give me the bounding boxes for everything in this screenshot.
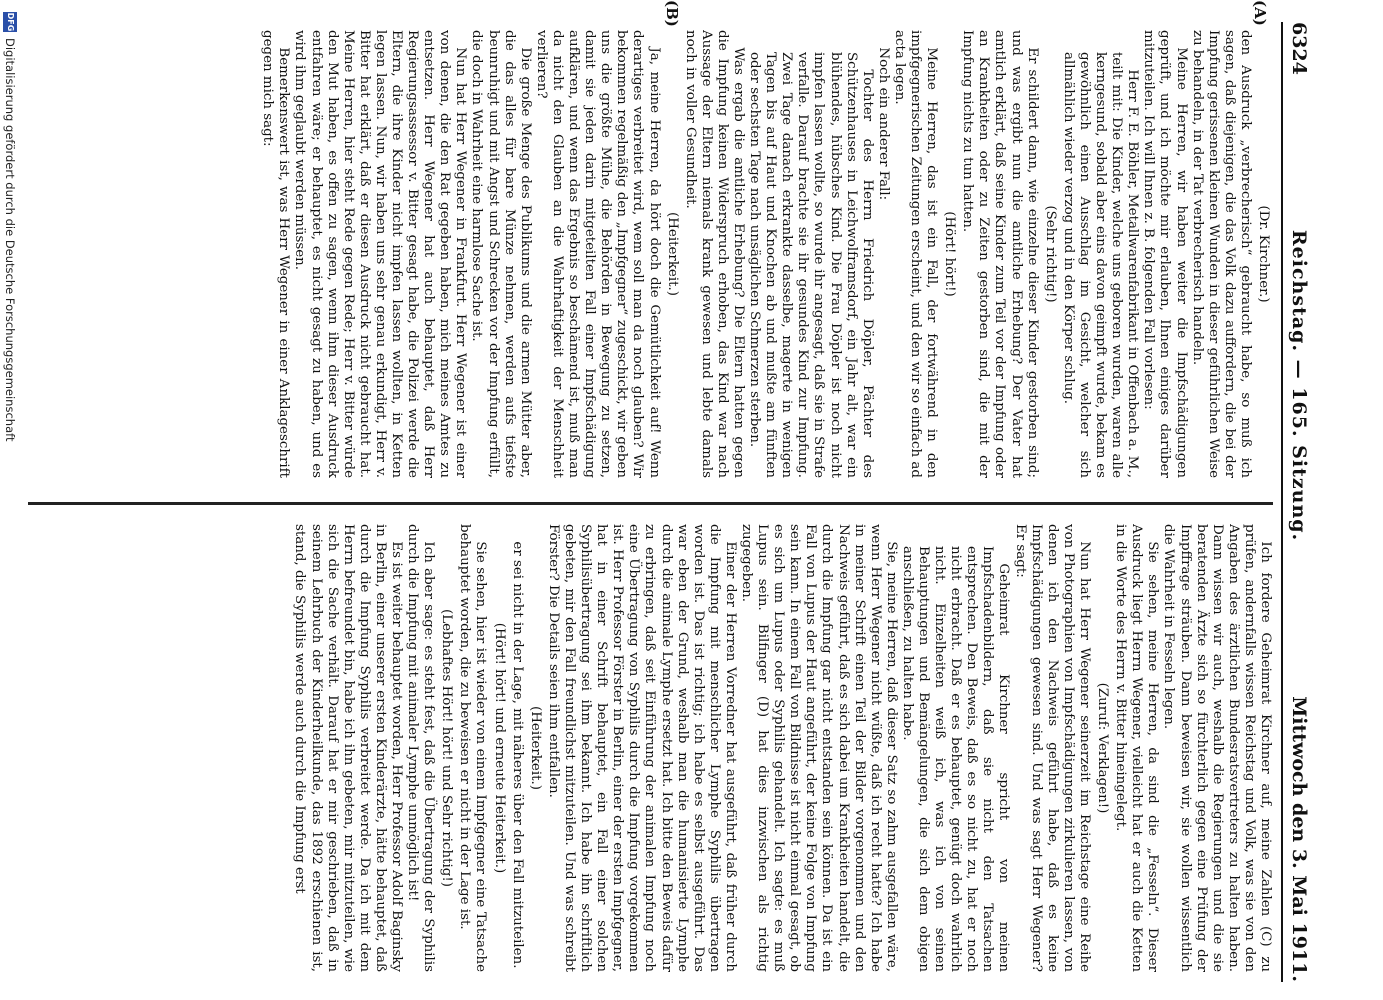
- margin-letter-a: (A): [1251, 0, 1269, 26]
- paragraph: Es ist weiter behauptet worden, Herr Professor Adolf Baginsky in Berlin, einer unserer ersten Kinderärzte, hätte behauptet, daß durch die Impfung Syphilis verbreitet werde. Da ich mit dem Herrn befreundet bin, habe ich ihn gebeten, mir mitzuteilen, wie sich die Sache verhält. Darauf hat er mir geschrieben, daß in seinem Lehrbuch der Kinderheilkunde, das 1892 erschienen ist, stand, die Syphilis werde auch durch die Impfung erst: [292, 524, 405, 972]
- paragraph: Die große Menge des Publikums und die armen Mütter aber, die das alles für bare Münze nehmen, werden aufs tiefste beunruhigt und mit Angst und Schrecken vor der Impfung erfüllt, die doch in Wahrheit eine harmlose Sache ist.: [469, 30, 533, 478]
- digitization-credit: [1, 0, 21, 1000]
- left-column: [28, 30, 1273, 478]
- right-column: [28, 524, 1273, 972]
- block-quote: [746, 30, 875, 478]
- dfg-logo: DFG: [3, 12, 17, 32]
- paragraph: Bemerkenswert ist, was Herr Wegener in einer Anklageschrift gegen mich sagt:: [260, 30, 292, 478]
- paragraph: Ich aber sage: es steht fest, daß die Übertragung der Syphilis durch die Impfung mit animaler Lymphe unmöglich ist!: [405, 524, 437, 972]
- margin-letter-b: (B): [663, 0, 681, 27]
- paragraph: Meine Herren, wir haben weiter die Impfschädigungen geprüft, und ich möchte mir erlauben, Ihnen einiges darüber mitzuteilen. Ich will Ihnen z. B. folgenden Fall vorlesen:: [1141, 30, 1189, 478]
- newspaper-page: [21, 0, 1321, 982]
- paragraph: Einer der Herren Vorredner hat ausgeführt, daß früher durch die Impfung mit menschlicher Lymphe Syphilis übertragen worden ist. Das ist richtig; ich habe es selbst ausgeführt. Das war eben der Grund, weshalb man die humanisierte Lymphe durch die animale Lymphe ersetzt hat. Ich bitte den Beweis dafür zu erbringen, daß seit Einführung der animalen Impfung noch eine Übertragung von Syphilis durch die Impfung vorgekommen ist. Herr Professor Förster in Berlin, einer der ersten Impfgegner, hat in einer Schrift behauptet, ein Fall einer solchen Syphilisübertragung sei ihm bekannt. Ich habe ihn schriftlich gebeten, mir den Fall freundlichst mitzuteilen. Und was schreibt Förster? Die Details seien ihm entfallen.: [545, 524, 738, 972]
- interjection: (Sehr richtig!): [1042, 205, 1058, 303]
- left-column-body: [259, 30, 1253, 478]
- block-quote: [1060, 30, 1140, 478]
- interjection: (Zuruf: Verklagen!): [1095, 682, 1111, 814]
- quoted-paragraph: Geheimrat Kirchner spricht von meinen Impfschadenbildern, daß sie nicht den Tatsachen entsprechen. Den Beweis, daß es so nicht zu, hat er noch nicht erbracht. Daß er es behauptet, genügt doch wahrlich nicht. Einzelheiten weiß ich, was ich von seinen Behauptungen und Bemängelungen, die sich dem obigen anschließen, zu halten habe.: [899, 546, 1012, 972]
- paragraph: er sei nicht in der Lage, mit näheres über den Fall mitzuteilen.: [509, 541, 525, 969]
- paragraph: Ich fordere Geheimrat Kirchner auf, meine Zahlen (C) zu prüfen, andernfalls wissen Reichstag und Volk, was sie von den Angaben des ärztlichen Bundesratsvertreters zu halten haben. Dann wissen wir auch, weshalb die Regierungen und die sie beratenden Ärzte sich so fürchterlich gegen eine Prüfung der Impffrage sträuben. Dann beweisen wir, sie wollen wissentlich die Wahrheit in Fesseln legen.: [1161, 524, 1273, 972]
- interjection: (Heiterkeit.): [664, 212, 680, 296]
- quoted-paragraph: Herr F. E. Böhler, Metallwarenfabrikant in Offenbach a. M., teilt mit: Die Kinder, welche uns geboren wurden, waren alle kerngesund, sobald aber eins davon geimpft wurde, bekam es gewöhnlich einen Ausschlag im Gesicht, welcher sich allmählich wieder verzog und in den Körper schlug.: [1060, 52, 1141, 478]
- session-date: Mittwoch den 3. Mai 1911.: [1288, 696, 1310, 982]
- paragraph: Nun hat Herr Wegener in Frankfurt. Herr Wegener ist einer von denen, die den Rat gegeben haben, mich meines Amtes zu entsetzen. Herr Wegener hat auch behauptet, daß Herr Regierungsassessor v. Bitter gesagt habe, die Polizei werde die Eltern, die ihre Kinder nicht impfen lassen wollten, in Ketten legen lassen. Nun, wir haben uns sehr genau erkundigt, Herr v. Bitter hat erklärt, daß er diesen Ausdruck nicht gebraucht hat. Meine Herren, hier steht Rede gegen Rede; Herr v. Bitter würde den Mut haben, es offen zu sagen, wenn ihm dieser Ausdruck entfahren wäre; er behauptet, es nicht gesagt zu haben, und es wird ihm geglaubt werden müssen.: [292, 30, 469, 478]
- quoted-paragraph: Tochter des Herrn Friedrich Döpler, Pächter des Schützenhauses in Leichwolframsdorf, ein Jahr alt, war ein blühendes, hübsches Kind. Die Frau Döpler ist noch nicht impfen lassen wollte, so wurde ihr angesagt, daß sie in Strafe verfalle. Darauf brachte sie ihr gesundes Kind zur Impfung. Zwei Tage danach erkrankte dasselbe, magerte in wenigen Tagen bis auf Haut und Knochen ab und mußte am fünften oder sechsten Tage nach unsäglichen Schmerzen sterben.: [747, 52, 875, 478]
- page-header: [1281, 22, 1321, 982]
- paragraph: Noch ein anderer Fall:: [875, 47, 891, 201]
- credit-text: Digitalisierung gefördert durch die Deutsche Forschungsgemeinschaft: [3, 38, 17, 442]
- paragraph: Sie sehen, hier ist wieder von einem Impfgegner eine Tatsache behauptet worden, die zu beweisen er nicht in der Lage ist.: [457, 524, 489, 972]
- paragraph: Nun hat Herr Wegener seinerzeit im Reichstage eine Reihe von Photographien von Impfschädigungen zirkulieren lassen, von denen ich den Nachweis geführt habe, daß es keine Impfschädigungen gewesen sind. Und was sagt Herr Wegener? Er sagt:: [1012, 524, 1092, 972]
- paragraph: Was ergab die amtliche Erhebung? Die Eltern hatten gegen die Impfung keinen Widerspruch erhoben, das Kind war nach Aussage der Eltern niemals krank gewesen und lebte damals noch in voller Gesundheit.: [682, 30, 746, 478]
- paragraph: Ja, meine Herren, da hört doch die Gemütlichkeit auf! Wenn derartiges verbreitet wird, wem soll man da noch glauben? Wir bekommen regelmäßig den „Impfgegner“ zugeschickt, wir geben uns die größte Mühe, die Behörden in Bewegung zu setzen, damit sie jeden darin mitgeteilten Fall einer Impfschädigung aufklären, und wenn das Ergebnis so beschämend ist, muß man da nicht den Glauben an die Wahrhaftigkeit der Menschheit verlieren?: [533, 30, 662, 478]
- interjection: (Hört! hört!): [942, 211, 958, 297]
- block-quote: [899, 524, 1012, 972]
- column-divider: [28, 502, 1273, 505]
- interjection: (Heiterkeit.): [527, 706, 543, 790]
- interjection: (Hört! hört! und erneute Heiterkeit.): [491, 622, 507, 874]
- paragraph: Sie sehen, meine Herren, da sind die „Fesseln“. Dieser Ausdruck liegt Herrn Wegener, vielleicht hat er auch die Ketten in die Worte des Herrn v. Bitter hineingelegt.: [1113, 524, 1161, 972]
- paragraph: Er schildert dann, wie einzelne dieser Kinder gestorben sind; und was ergibt nun die amtliche Erhebung? Der Vater hat amtlich erklärt, daß seine Kinder zum Teil vor der Impfung oder an Krankheiten oder zu Zeiten gestorben sind, die mit der Impfung nichts zu tun hatten.: [960, 30, 1040, 478]
- running-title: Reichstag. — 165. Sitzung.: [1288, 229, 1310, 542]
- page-number: 6324: [1288, 22, 1310, 75]
- paragraph: Sie, meine Herren, daß dieser Satz so zahm ausgefallen wäre, wenn Herr Wegener nicht wüßte, daß ich recht hatte? Ich habe in meiner Schrift einen Teil der Bilder vorgenommen und den Nachweis geführt, daß es sich dabei um Krankheiten handelt, die durch die Impfung gar nicht entstanden sein können. Da ist ein Fall von Lupus der Haut angeführt, der keine Folge von Impfung sein kann. In einem Fall von Bildnisse ist nicht einmal gesagt, ob es sich um Lupus oder Syphilis gehandelt. Ich sagte: es muß Lupus sein. Bilfinger (D) hat dies inzwischen als richtig zugegeben.: [739, 524, 899, 972]
- paragraph: Meine Herren, das ist ein Fall, der fortwährend in den impfgegnerischen Zeitungen erscheint, und den wir so einfach ad acta legen.: [891, 30, 940, 478]
- speaker-note: (Dr. Kirchner.): [1256, 205, 1271, 303]
- right-column-body: [291, 524, 1273, 972]
- interjection: (Lebhaftes Hört! hört! und Sehr richtig!): [439, 609, 455, 887]
- paragraph: den Ausdruck „verbrecherisch“ gebraucht habe, so muß ich sagen, daß diejenigen, die das Volk dazu auffordern, die bei der Impfung gerissenen kleinen Wunden in dieser geführlichen Weise zu behandeln, in der Tat verbrecherisch handeln.: [1189, 30, 1253, 478]
